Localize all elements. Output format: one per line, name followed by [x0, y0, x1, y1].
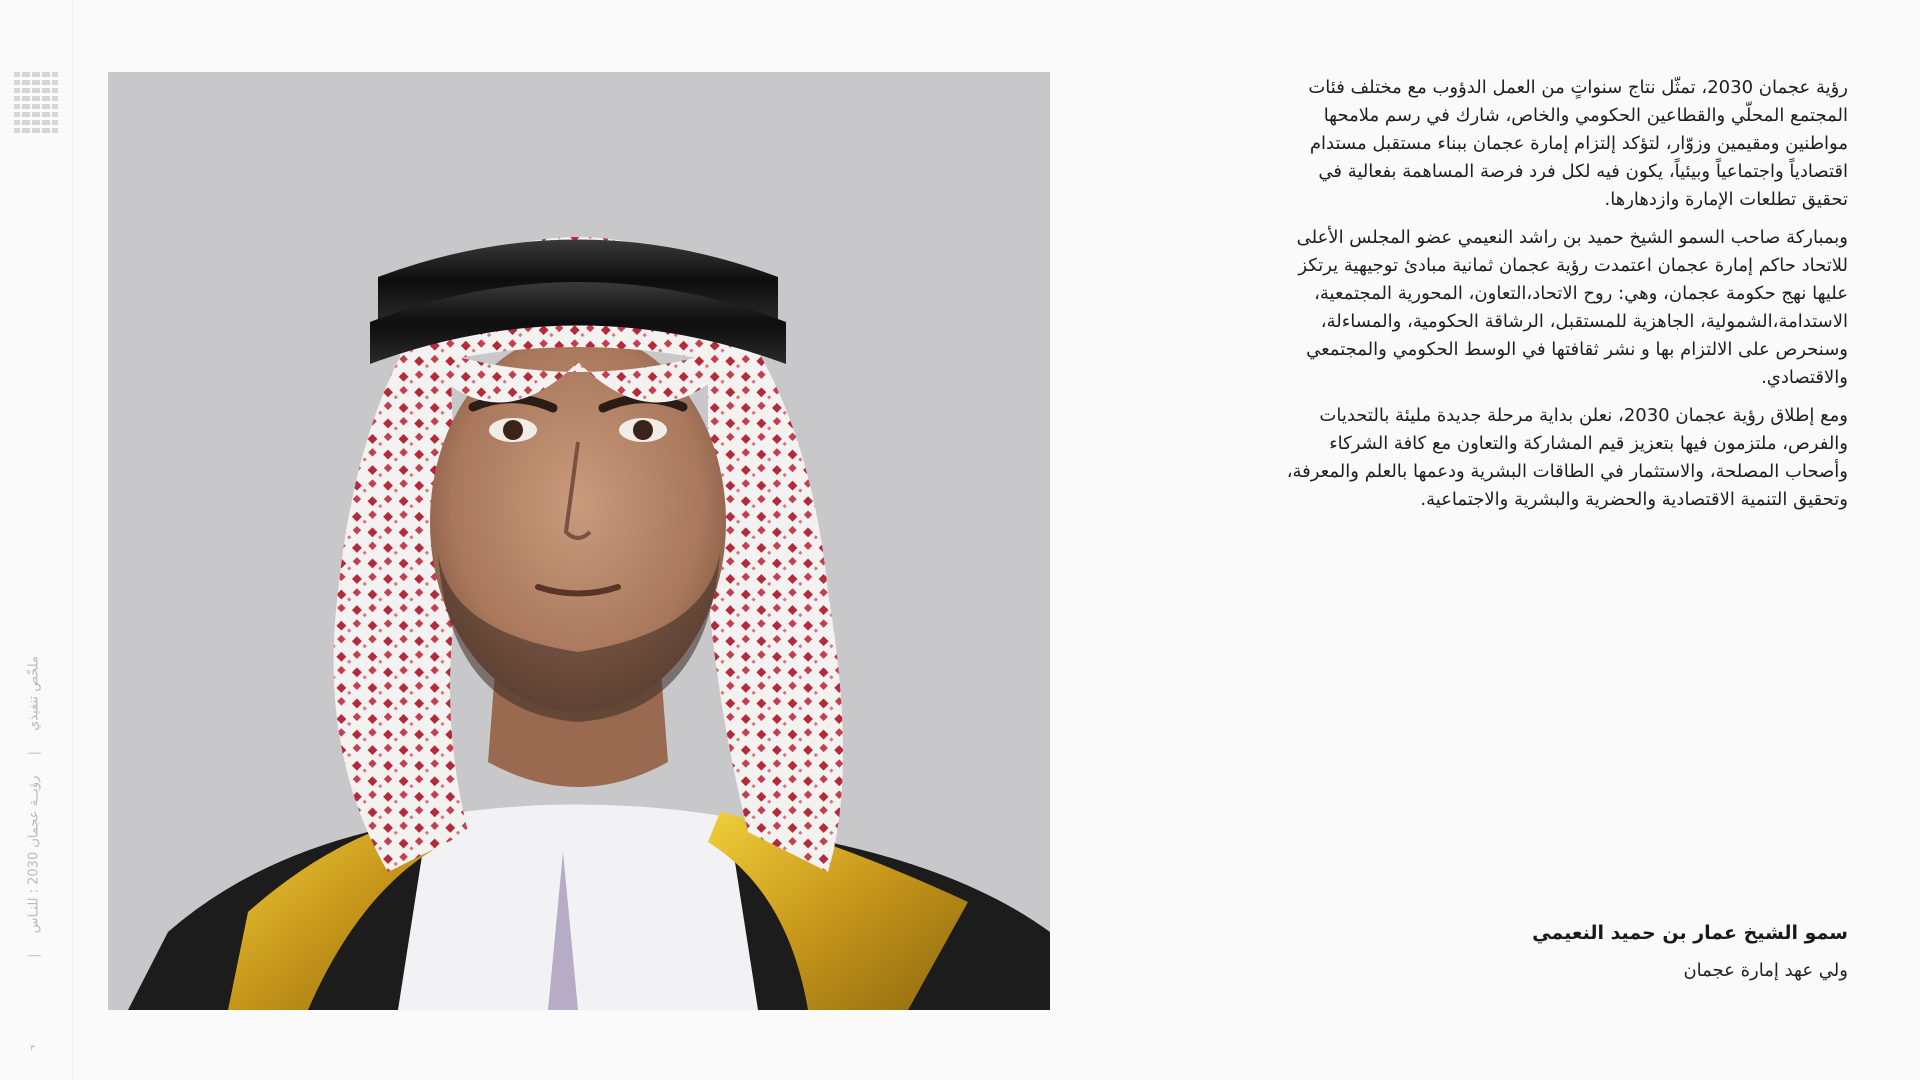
paragraph-new-phase: ومع إطلاق رؤية عجمان 2030، نعلن بداية مرحلة جديدة مليئة بالتحديات والفرص، ملتزمون فيها بتعزيز قيم المشاركة والتعاون مع كافة الشركاء وأصحاب المصلحة، والاستثمار في الطاقات البشرية ودعمها بالعلم والمعرفة، وتحقيق التنمية الاقتصادية والحضرية والبشرية والاجتماعية.	[1286, 405, 1848, 510]
page-number: ٣	[30, 1044, 35, 1054]
caption-role: ولي عهد إمارة عجمان	[1683, 960, 1848, 981]
divider: |	[26, 751, 42, 756]
caption-name: سمو الشيخ عمار بن حميد النعيمي	[1532, 922, 1848, 944]
portrait-photo	[108, 72, 1050, 1010]
document-audience: : للنـاس	[26, 889, 42, 934]
vertical-footer-text	[27, 656, 42, 974]
document-year: 2030	[26, 851, 42, 885]
foreword-text	[1280, 74, 1848, 524]
left-sidebar	[0, 0, 73, 1080]
paragraph-vision-overview: رؤية عجمان 2030، تمثّل نتاج سنواتٍ من العمل الدؤوب مع مختلف فئات المجتمع المحلّي والقطاعين الحكومي والخاص، شارك في رسم ملامحها مواطنين ومقيمين وزوّار، لتؤكد إلتزام إمارة عجمان ببناء مستقبل مستدام اقتصادياً واجتماعياً وبيئياً، يكون فيه لكل فرد فرصة المساهمة بفعالية في تحقيق تطلعات الإمارة وازدهارها.	[1308, 77, 1848, 210]
document-title: رؤيــة عجمان	[26, 775, 42, 848]
vertical-document-footer	[24, 610, 44, 1020]
ajman-vision-logo-icon	[14, 72, 58, 136]
portrait-caption	[1248, 918, 1848, 986]
section-label: ملخّص تنفيذي	[26, 656, 42, 731]
paragraph-guiding-principles: وبمباركة صاحب السمو الشيخ حميد بن راشد النعيمي عضو المجلس الأعلى للاتحاد حاكم إمارة عجمان اعتمدت رؤية عجمان ثمانية مبادئ توجيهية يرتكز عليها نهج حكومة عجمان، وهي: روح الاتحاد،التعاون، المحورية المجتمعية، الاستدامة،الشمولية، الجاهزية للمستقبل، الرشاقة الحكومية، والمساءلة، وسنحرص على الالتزام بها و نشر ثقافتها في الوسط الحكومي والمجتمعي والاقتصادي.	[1296, 227, 1848, 388]
divider: |	[26, 953, 42, 958]
